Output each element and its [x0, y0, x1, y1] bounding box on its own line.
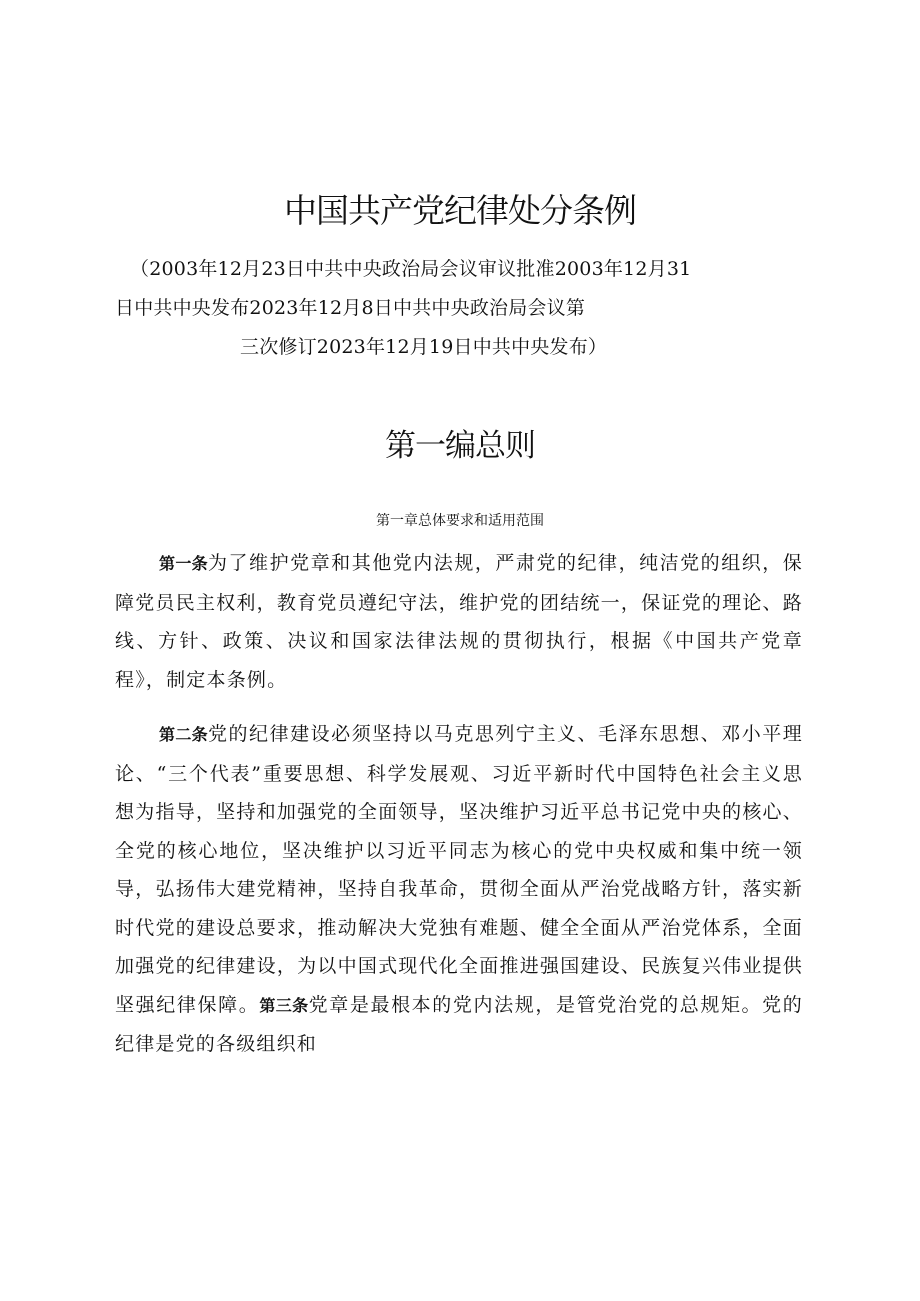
document-title: 中国共产党纪律处分条例: [284, 191, 636, 230]
article-label: 第一条: [159, 554, 208, 573]
article-text: 党章是最根本的党内法规，是管党治党的总规矩。党的纪律是党的各级组织和: [115, 993, 803, 1055]
article-2-3: [115, 715, 803, 1064]
article-label: 第二条: [159, 725, 208, 744]
subtitle-line: 日中共中央发布2023年12月8日中共中央政治局会议第: [115, 297, 586, 319]
article-text: 为了维护党章和其他党内法规，严肃党的纪律，纯洁党的组织，保障党员民主权利，教育党员遵纪守法，维护党的团结统一，保证党的理论、路线、方针、政策、决议和国家法律法规的贯彻执行，根据《中国共产党章程》，制定本条例。: [115, 552, 803, 691]
document-subtitle: [100, 250, 820, 367]
document-body: [115, 544, 803, 1080]
article-text: 党的纪律建设必须坚持以马克思列宁主义、毛泽东思想、邓小平理论、“三个代表”重要思想、科学发展观、习近平新时代中国特色社会主义思想为指导，坚持和加强党的全面领导，坚决维护习近平总书记党中央的核心、全党的核心地位，坚决维护以习近平同志为核心的党中央权威和集中统一领导，弘扬伟大建党精神，坚持自我革命，贯彻全面从严治党战略方针，落实新时代党的建设总要求，推动解决大党独有难题、健全全面从严治党体系，全面加强党的纪律建设，为以中国式现代化全面推进强国建设、民族复兴伟业提供坚强纪律保障。: [115, 723, 803, 1016]
chapter-title: 第一章总体要求和适用范围: [376, 513, 544, 529]
subtitle-line: （2003年12月23日中共中央政治局会议审议批准2003年12月31: [130, 258, 692, 280]
article-label: 第三条: [259, 995, 309, 1015]
subtitle-line: 三次修订2023年12月19日中共中央发布）: [240, 336, 608, 358]
part-title: 第一编总则: [385, 428, 535, 464]
article-1: [115, 544, 803, 699]
